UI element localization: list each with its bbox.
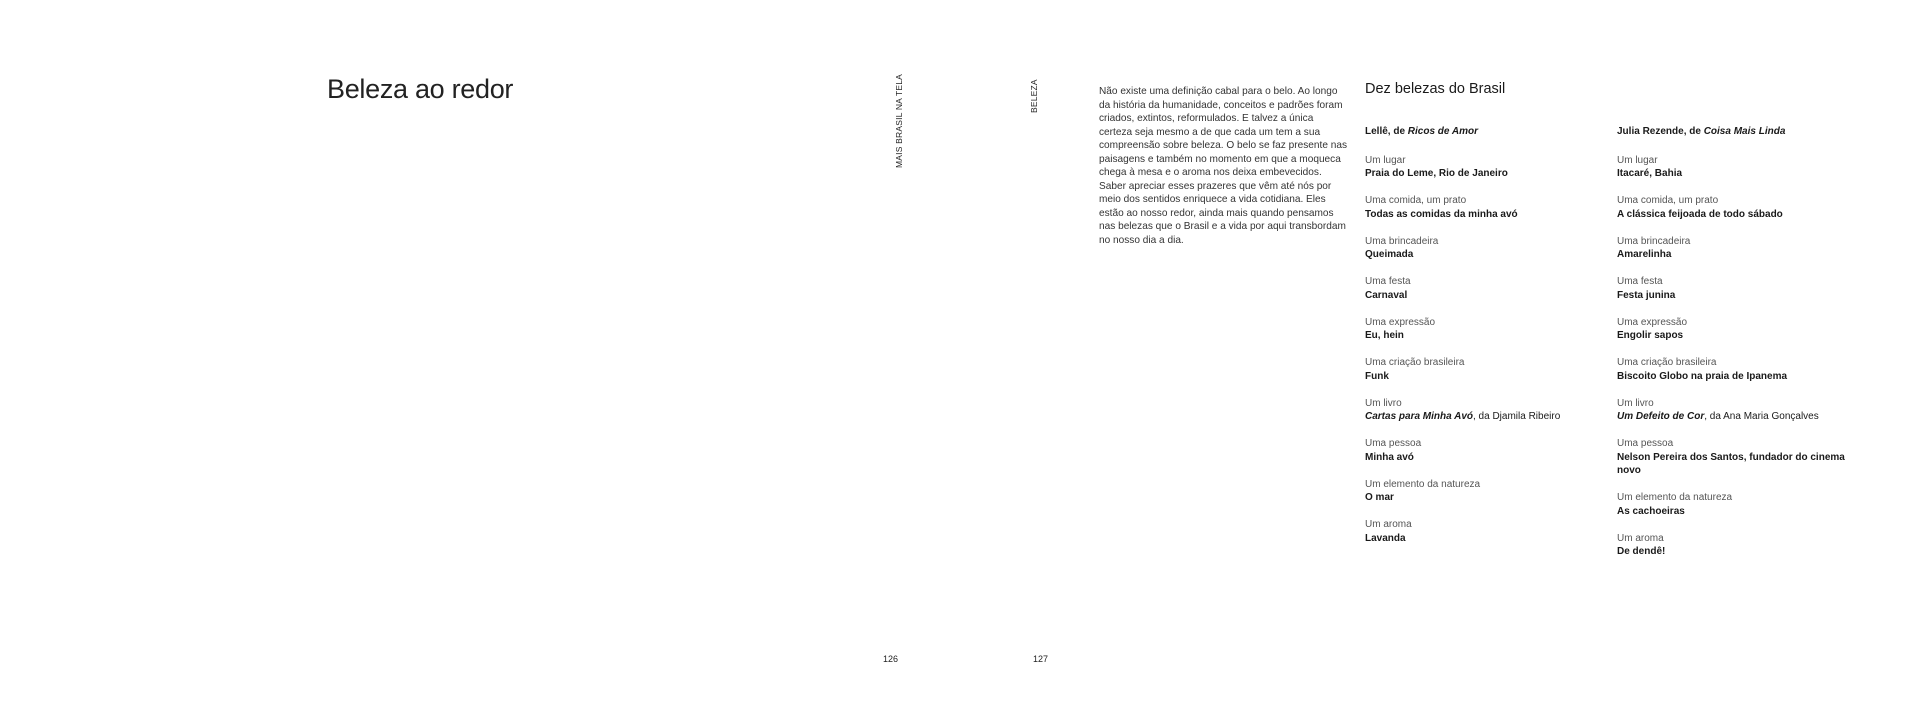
entry-value: As cachoeiras [1617,505,1685,517]
entry-value: Nelson Pereira dos Santos, fundador do cinema novo [1617,451,1845,476]
column-lelle [1365,125,1595,559]
entry-label: Um aroma [1617,532,1664,544]
entry-label: Um livro [1365,397,1402,409]
list-item [1365,275,1595,302]
entry-label: Uma brincadeira [1365,235,1439,247]
list-item [1617,397,1847,424]
list-item [1365,518,1595,545]
list-item [1617,491,1847,518]
list-item [1617,356,1847,383]
book-title: Cartas para Minha Avó [1365,411,1473,422]
column-julia [1617,125,1847,572]
list-item [1365,478,1595,505]
entry-value: Engolir sapos [1617,330,1684,341]
person-name: Julia Rezende, de [1617,126,1704,137]
running-head-right: BELEZA [1029,79,1039,113]
entry-label: Uma pessoa [1617,438,1674,449]
entry-value: O mar [1365,492,1394,503]
entry-value: Festa junina [1617,289,1676,301]
list-item [1365,235,1595,262]
list-item [1617,235,1847,262]
entry-label: Uma criação brasileira [1617,357,1717,368]
entry-value: De dendê! [1617,546,1666,557]
page-number-left: 126 [883,654,899,664]
entry-value: Funk [1365,370,1389,382]
list-item [1617,275,1847,302]
list-item [1365,316,1595,343]
entry-value: Biscoito Globo na praia de Ipanema [1617,370,1788,382]
page-title: Beleza ao redor [327,74,514,104]
entry-label: Uma expressão [1617,316,1688,328]
entry-label: Uma festa [1617,276,1663,287]
entry-value: Carnaval [1365,289,1408,301]
entry-value [1365,410,1595,424]
entry-value: Minha avó [1365,451,1414,463]
book-author: , da Ana Maria Gonçalves [1704,411,1819,422]
book-author: , da Djamila Ribeiro [1473,411,1561,422]
entry-value: Amarelinha [1617,249,1672,260]
entry-label: Um lugar [1365,154,1406,166]
entry-label: Uma criação brasileira [1365,357,1465,368]
entry-label: Um livro [1617,397,1654,409]
entry-value: Itacaré, Bahia [1617,168,1683,179]
entry-value: Praia do Leme, Rio de Janeiro [1365,168,1508,179]
entry-label: Um lugar [1617,154,1658,166]
page-number-right: 127 [1033,654,1049,664]
list-item [1365,397,1595,424]
entry-label: Um aroma [1365,519,1412,530]
running-head-left: MAIS BRASIL NA TELA [894,73,904,168]
entry-value [1617,410,1847,424]
entry-label: Uma comida, um prato [1617,195,1719,206]
list-item [1365,437,1595,464]
list-item [1617,532,1847,559]
entry-label: Uma pessoa [1365,438,1422,449]
column-heading [1617,125,1847,139]
list-item [1617,154,1847,181]
list-item [1365,194,1595,221]
list-item [1365,356,1595,383]
entry-value: A clássica feijoada de todo sábado [1617,208,1783,220]
person-name: Lellê, de [1365,126,1408,137]
list-item [1365,154,1595,181]
entry-value: Todas as comidas da minha avó [1365,208,1518,220]
entry-value: Lavanda [1365,532,1406,544]
list-item [1617,194,1847,221]
entry-label: Uma expressão [1365,316,1436,328]
entry-label: Uma comida, um prato [1365,195,1467,206]
entry-label: Um elemento da natureza [1365,478,1481,490]
list-item [1617,437,1847,478]
intro-paragraph: Não existe uma definição cabal para o belo. Ao longo da história da humanidade, conceitos e padrões foram criados, extintos, reformulados. E talvez a única certeza seja mesmo a de que cada um tem a sua compreensão sobre beleza. O belo se faz presente nas paisagens e também no momento em que a moqueca chega à mesa e o aroma nos deixa embevecidos. Saber apreciar esses prazeres que vêm até nós por meio dos sentidos enriquece a vida cotidiana. Eles estão ao nosso redor, ainda mais quando pensamos nas belezas que o Brasil e a vida por aqui transbordam no nosso dia a dia. [1099,86,1348,246]
column-heading [1365,125,1595,139]
work-title: Coisa Mais Linda [1703,126,1786,137]
list-title: Dez belezas do Brasil [1365,81,1506,97]
entry-value: Eu, hein [1365,330,1404,341]
entry-value: Queimada [1365,249,1414,260]
book-title: Um Defeito de Cor [1617,411,1705,422]
list-item [1617,316,1847,343]
entry-label: Um elemento da natureza [1617,492,1733,503]
work-title: Ricos de Amor [1407,126,1478,137]
entry-label: Uma festa [1365,276,1411,287]
entry-label: Uma brincadeira [1617,235,1691,247]
